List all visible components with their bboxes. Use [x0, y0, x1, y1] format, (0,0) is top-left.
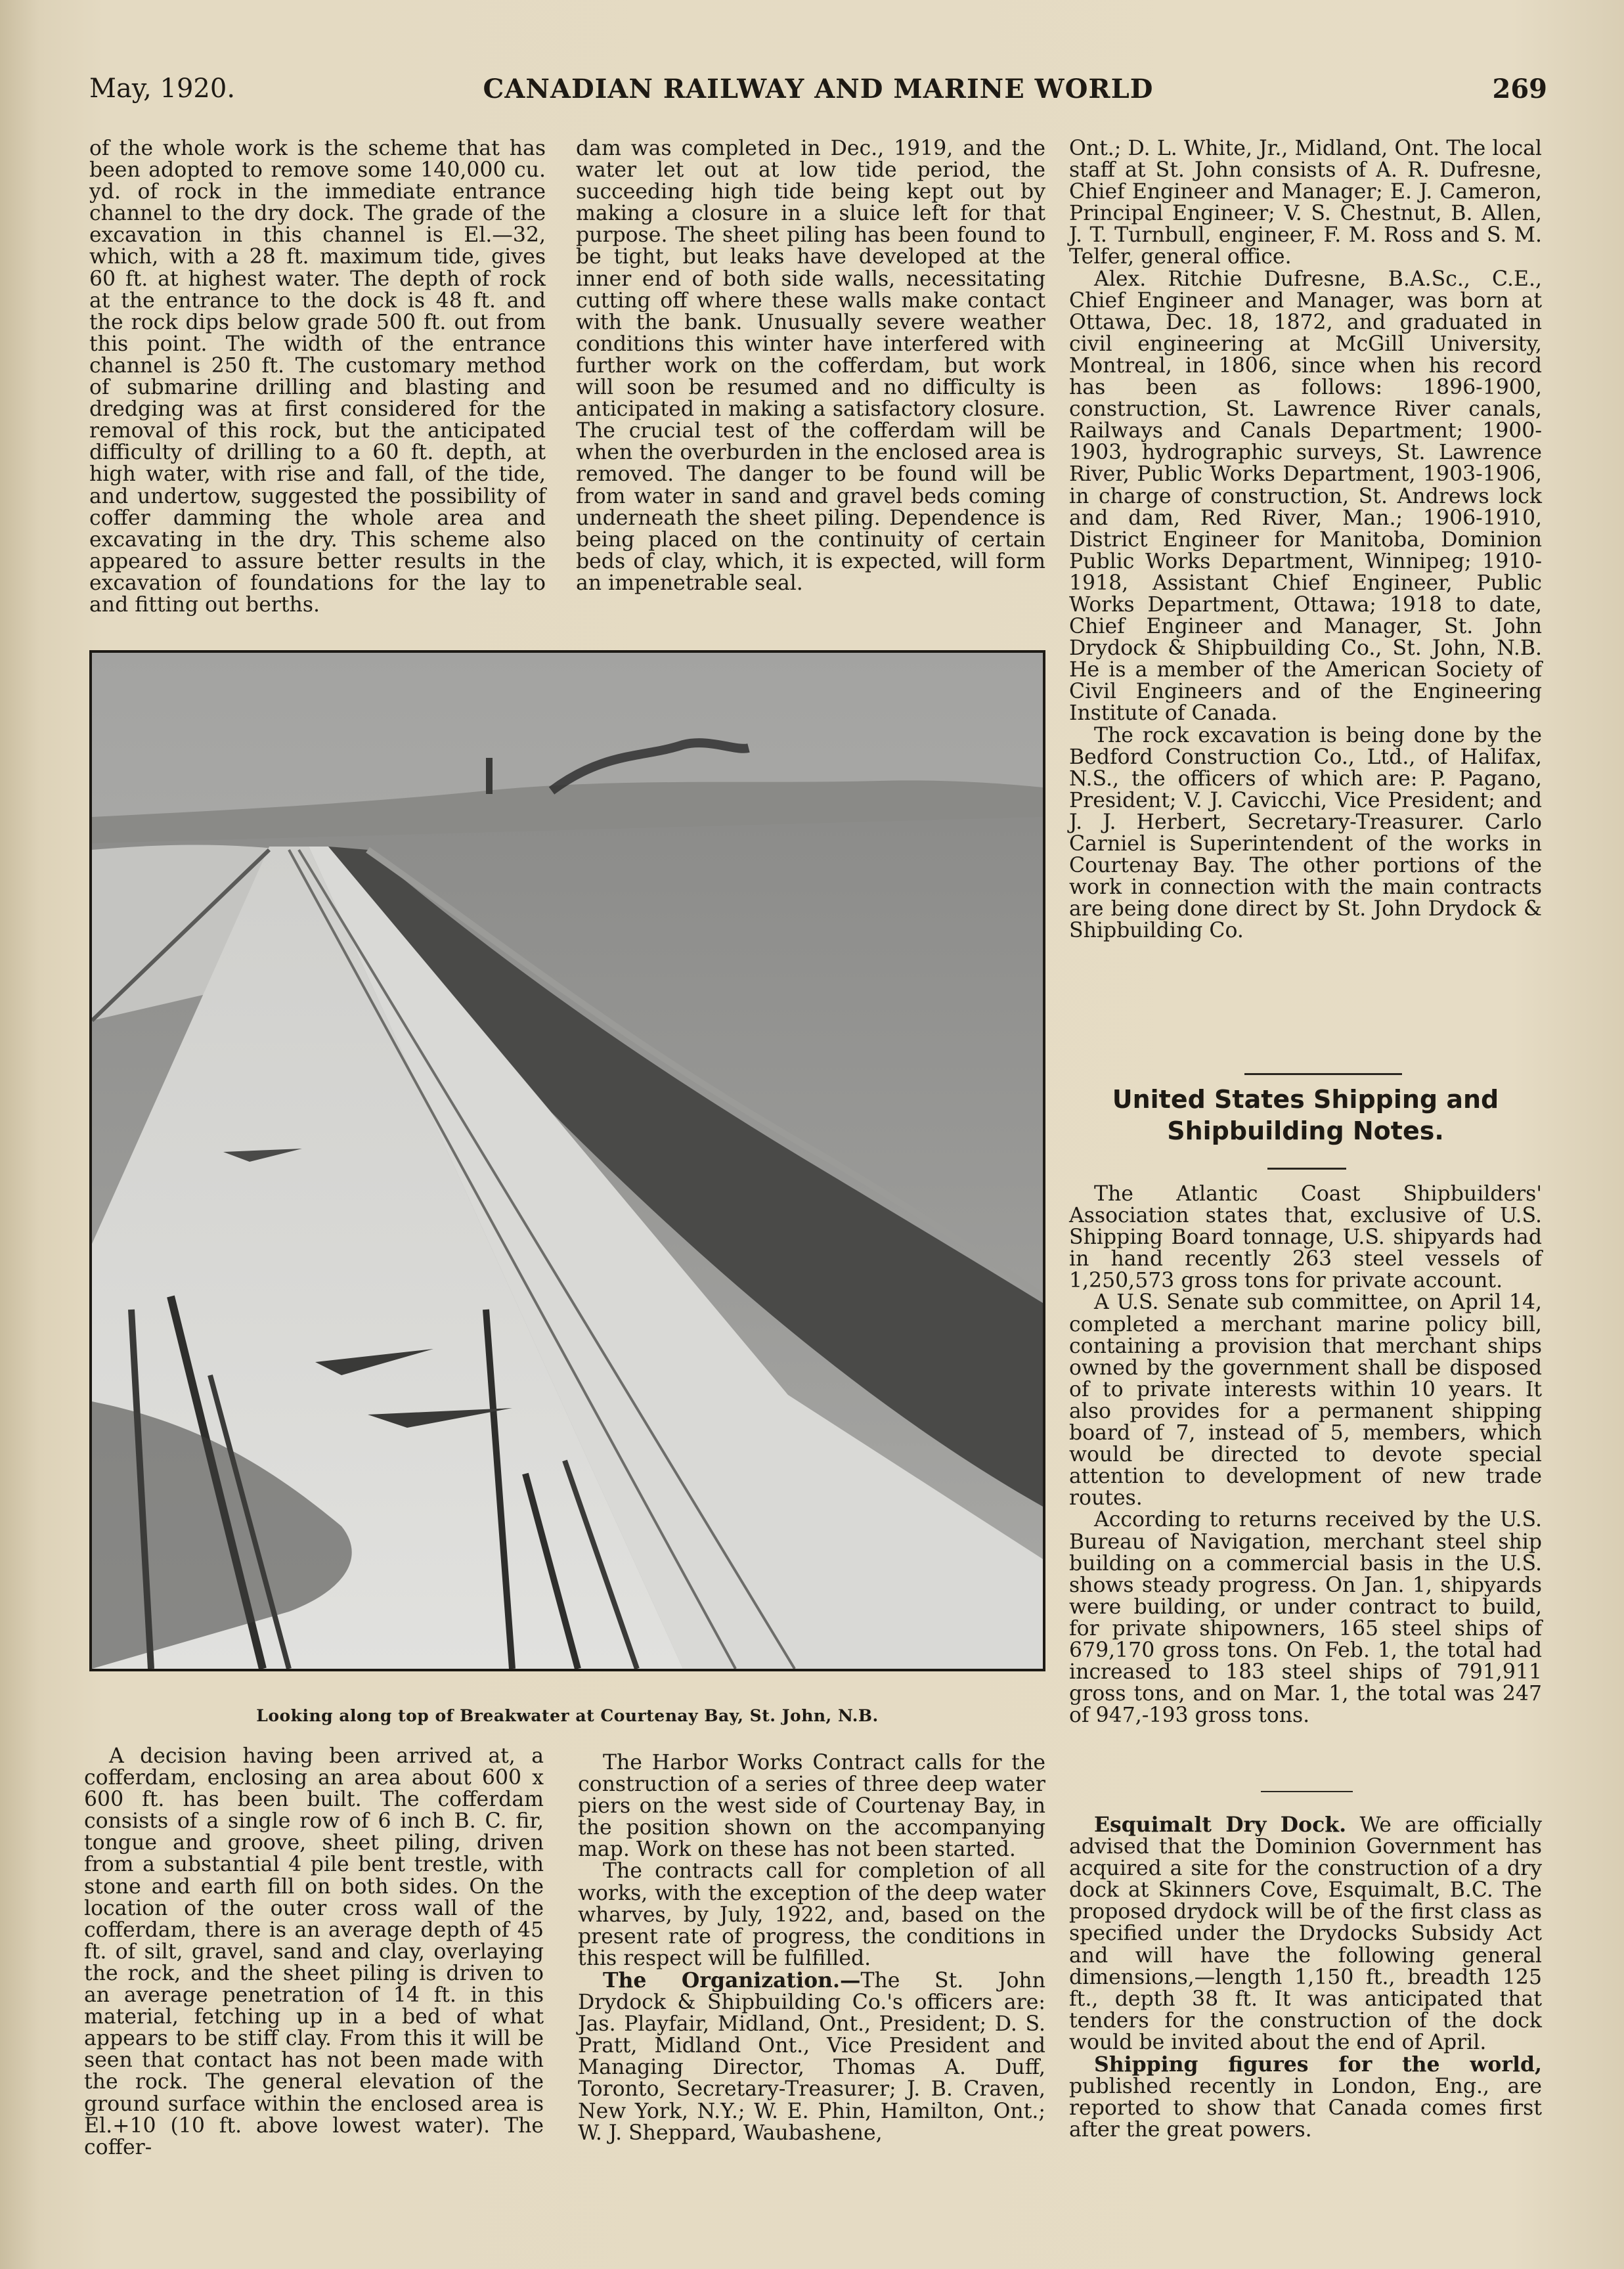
paragraph: dam was completed in Dec., 1919, and the water let out at low tide period, the succeeding high tide being kept out by making a closure in a sluice left for that purpose. The sheet piling has been found to be tight, but leaks have developed at the inner end of both side walls, necessitating cutting off where these walls make contact with the bank. Unusually severe weather conditions this winter have interfered with further work on the cofferdam, but work will soon be resumed and no difficulty is anticipated in making a satisfactory closure. The crucial test of the cofferdam will be when the overburden in the enclosed area is removed. The danger to be found will be from water in sand and gravel beds coming underneath the sheet piling. Dependence is being placed on the continuity of certain beds of clay, which, it is expected, will form an impenetrable seal. [576, 137, 1045, 595]
paragraph-text: The St. John Drydock & Shipbuilding Co.'s officers are: Jas. Playfair, Midland, Ont., President; D. S. Pratt, Midland Ont., Vice President and Managing Director, Thomas A. Duff, Toronto, Secretary-Treasurer; J. B. Craven, New York, N.Y.; W. E. Phin, Hamilton, Ont.; W. J. Sheppard, Waubashene, [578, 1968, 1045, 2145]
paragraph-text: published recently in London, Eng., are reported to show that Canada comes first after the great powers. [1069, 2075, 1542, 2142]
paragraph: A U.S. Senate sub committee, on April 14, completed a merchant marine policy bill, containing a provision that merchant ships owned by the government shall be disposed of to private interests within 10 years. It also provides for a permanent shipping board of 7, instead of 5, members, which would be directed to devote special attention to development of new trade routes. [1069, 1290, 1542, 1510]
running-header [89, 74, 1547, 120]
section-rule-top [1244, 1073, 1402, 1075]
photo-illustration [92, 653, 1043, 1669]
paragraph: The rock excavation is being done by the Bedford Construction Co., Ltd., of Halifax, N.S., the officers of which are: P. Pagano, President; V. J. Cavicchi, Vice President; and J. J. Herbert, Secretary-Treasurer. Carlo Carniel is Superintendent of the works in Courtenay Bay. The other portions of the work in connection with the main contracts are being done direct by St. John Drydock & Shipbuilding Co. [1069, 723, 1542, 943]
paragraph: Alex. Ritchie Dufresne, B.A.Sc., C.E., Chief Engineer and Manager, was born at Ottawa, Dec. 18, 1872, and graduated in civil engineering at McGill University, Montreal, in 1806, since when his record has been as follows: 1896-1900, construction, St. Lawrence River canals, Railways and Canals Department; 1900-1903, hydrographic surveys, St. Lawrence River, Public Works Department, 1903-1906, in charge of construction, St. Andrews lock and dam, Red River, Man.; 1906-1910, District Engineer for Manitoba, Dominion Public Works Department, Winnipeg; 1910-1918, Assistant Chief Engineer, Public Works Department, Ottawa; 1918 to date, Chief Engineer and Manager, St. John Drydock & Shipbuilding Co., St. John, N.B. He is a member of the American Society of Civil Engineers and of the Engineering Institute of Canada. [1069, 267, 1542, 726]
paragraph: The contracts call for completion of all works, with the exception of the deep water wharves, by July, 1922, and, based on the present rate of progress, the conditions in this respect will be fulfilled. [578, 1859, 1045, 1970]
column-2-top [576, 138, 1045, 594]
divider-rule [1261, 1791, 1353, 1792]
paragraph: A decision having been arrived at, a cofferdam, enclosing an area about 600 x 600 ft. has been built. The cofferdam consists of a single row of 6 inch B. C. fir, tongue and groove, sheet piling, driven from a substantial 4 pile bent trestle, with stone and earth fill on both sides. On the location of the outer cross wall of the cofferdam, there is an average depth of 45 ft. of silt, gravel, sand and clay, overlaying the rock, and the sheet piling is driven to an average penetration of 14 ft. in this material, fetching up in a bed of what appears to be stiff clay. From this it will be seen that contact has not been made with the rock. The general elevation of the ground surface within the enclosed area is El.+10 (10 ft. above lowest water). The coffer- [84, 1744, 544, 2159]
column-2-bottom [578, 1752, 1045, 2144]
paragraph-esquimalt [1069, 1814, 1542, 2054]
journal-title: CANADIAN RAILWAY AND MARINE WORLD [483, 74, 1154, 104]
page-number: 269 [1492, 74, 1547, 104]
column-3-notes [1069, 1183, 1542, 1727]
section-rule-bottom [1267, 1168, 1346, 1170]
issue-date: May, 1920. [89, 74, 236, 104]
column-3-briefs [1069, 1814, 1542, 2141]
column-1-bottom [84, 1746, 544, 2159]
paragraph-lead: Esquimalt Dry Dock. [1094, 1813, 1347, 1837]
figure-caption: Looking along top of Breakwater at Courtenay Bay, St. John, N.B. [256, 1706, 879, 1725]
column-3 [1069, 138, 1542, 942]
paragraph: The Atlantic Coast Shipbuilders' Association states that, exclusive of U.S. Shipping Board tonnage, U.S. shipyards had in hand recently 263 steel vessels of 1,250,573 gross tons for private account. [1069, 1182, 1542, 1293]
section-heading: United States Shipping and Shipbuilding Notes. [1112, 1085, 1499, 1145]
paragraph-lead: The Organization.— [603, 1968, 861, 1993]
breakwater-photograph [89, 650, 1045, 1671]
paragraph: Ont.; D. L. White, Jr., Midland, Ont. The local staff at St. John consists of A. R. Dufresne, Chief Engineer and Manager; E. J. Cameron, Principal Engineer; V. S. Chestnut, B. Allen, J. T. Turnbull, engineer, F. M. Ross and S. M. Telfer, general office. [1069, 137, 1542, 269]
paragraph-shipping-figures [1069, 2054, 1542, 2141]
paragraph-organization [578, 1970, 1045, 2144]
paragraph: of the whole work is the scheme that has been adopted to remove some 140,000 cu. yd. of rock in the immediate entrance channel to the dry dock. The grade of the excavation in this channel is El.—32, which, with a 28 ft. maximum tide, gives 60 ft. at highest water. The depth of rock at the entrance to the dock is 48 ft. and the rock dips below grade 500 ft. out from this point. The width of the entrance channel is 250 ft. The customary method of submarine drilling and blasting and dredging was at first considered for the removal of this rock, but the anticipated difficulty of drilling to a 60 ft. depth, at high water, with rise and fall, of the tide, and undertow, suggested the possibility of coffer damming the whole area and excavating in the dry. This scheme also appeared to assure better results in the excavation of foundations for the lay to and fitting out berths. [89, 137, 546, 617]
paragraph: The Harbor Works Contract calls for the construction of a series of three deep water piers on the west side of Courtenay Bay, in the position shown on the accompanying map. Work on these has not been started. [578, 1751, 1045, 1862]
paragraph-text: We are officially advised that the Dominion Government has acquired a site for the construction of a dry dock at Skinners Cove, Esquimalt, B.C. The proposed drydock will be of the first class as specified under the Drydocks Subsidy Act and will have the following general dimensions,—length 1,150 ft., breadth 125 ft., depth 38 ft. It was anticipated that tenders for the construction of the dock would be invited about the end of April. [1069, 1813, 1543, 2054]
paragraph: According to returns received by the U.S. Bureau of Navigation, merchant steel ship building on a commercial basis in the U.S. shows steady progress. On Jan. 1, shipyards were building, or under contract to build, for private shipowners, 165 steel ships of 679,170 gross tons. On Feb. 1, the total had increased to 183 steel ships of 791,911 gross tons, and on Mar. 1, the total was 247 of 947,-193 gross tons. [1069, 1508, 1542, 1728]
paragraph-lead: Shipping figures for the world, [1094, 2052, 1542, 2077]
column-1-top [89, 138, 546, 616]
